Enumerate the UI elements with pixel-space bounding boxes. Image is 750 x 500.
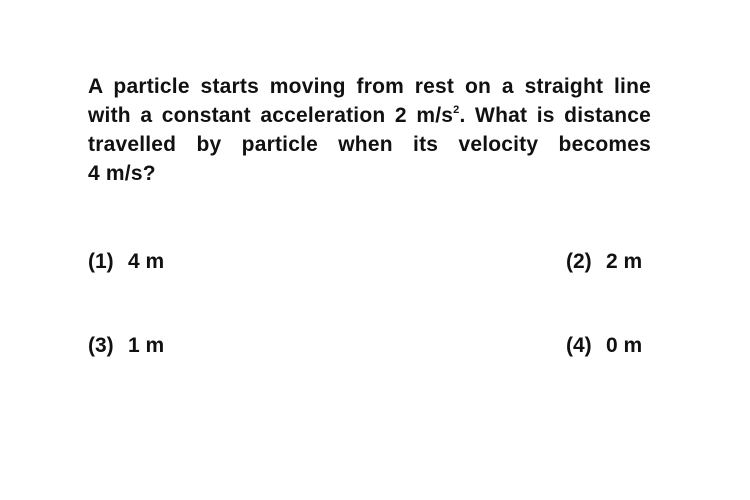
option-3-text: 1 m xyxy=(128,334,165,357)
option-1[interactable] xyxy=(88,250,164,274)
option-1-text: 4 m xyxy=(128,250,165,273)
question-line-3: travelled by particle when its velocity becomes xyxy=(88,133,651,156)
question-line-2-start: with a constant acceleration 2 m/s xyxy=(88,104,454,127)
option-2-text: 2 m xyxy=(606,250,643,273)
exponent-superscript: 2 xyxy=(453,104,460,116)
option-3-number: (3) xyxy=(88,334,114,357)
option-4-number: (4) xyxy=(566,334,592,357)
option-3[interactable] xyxy=(88,334,164,358)
option-4[interactable] xyxy=(566,334,642,358)
question-line-4: 4 m/s? xyxy=(88,162,156,185)
question-text xyxy=(88,72,651,188)
option-2[interactable] xyxy=(566,250,642,274)
question-line-2-end: . What is distance xyxy=(459,104,651,127)
question-line-2 xyxy=(88,101,651,130)
option-2-number: (2) xyxy=(566,250,592,273)
option-4-text: 0 m xyxy=(606,334,643,357)
option-1-number: (1) xyxy=(88,250,114,273)
question-line-1: A particle starts moving from rest on a straight line xyxy=(88,75,651,98)
